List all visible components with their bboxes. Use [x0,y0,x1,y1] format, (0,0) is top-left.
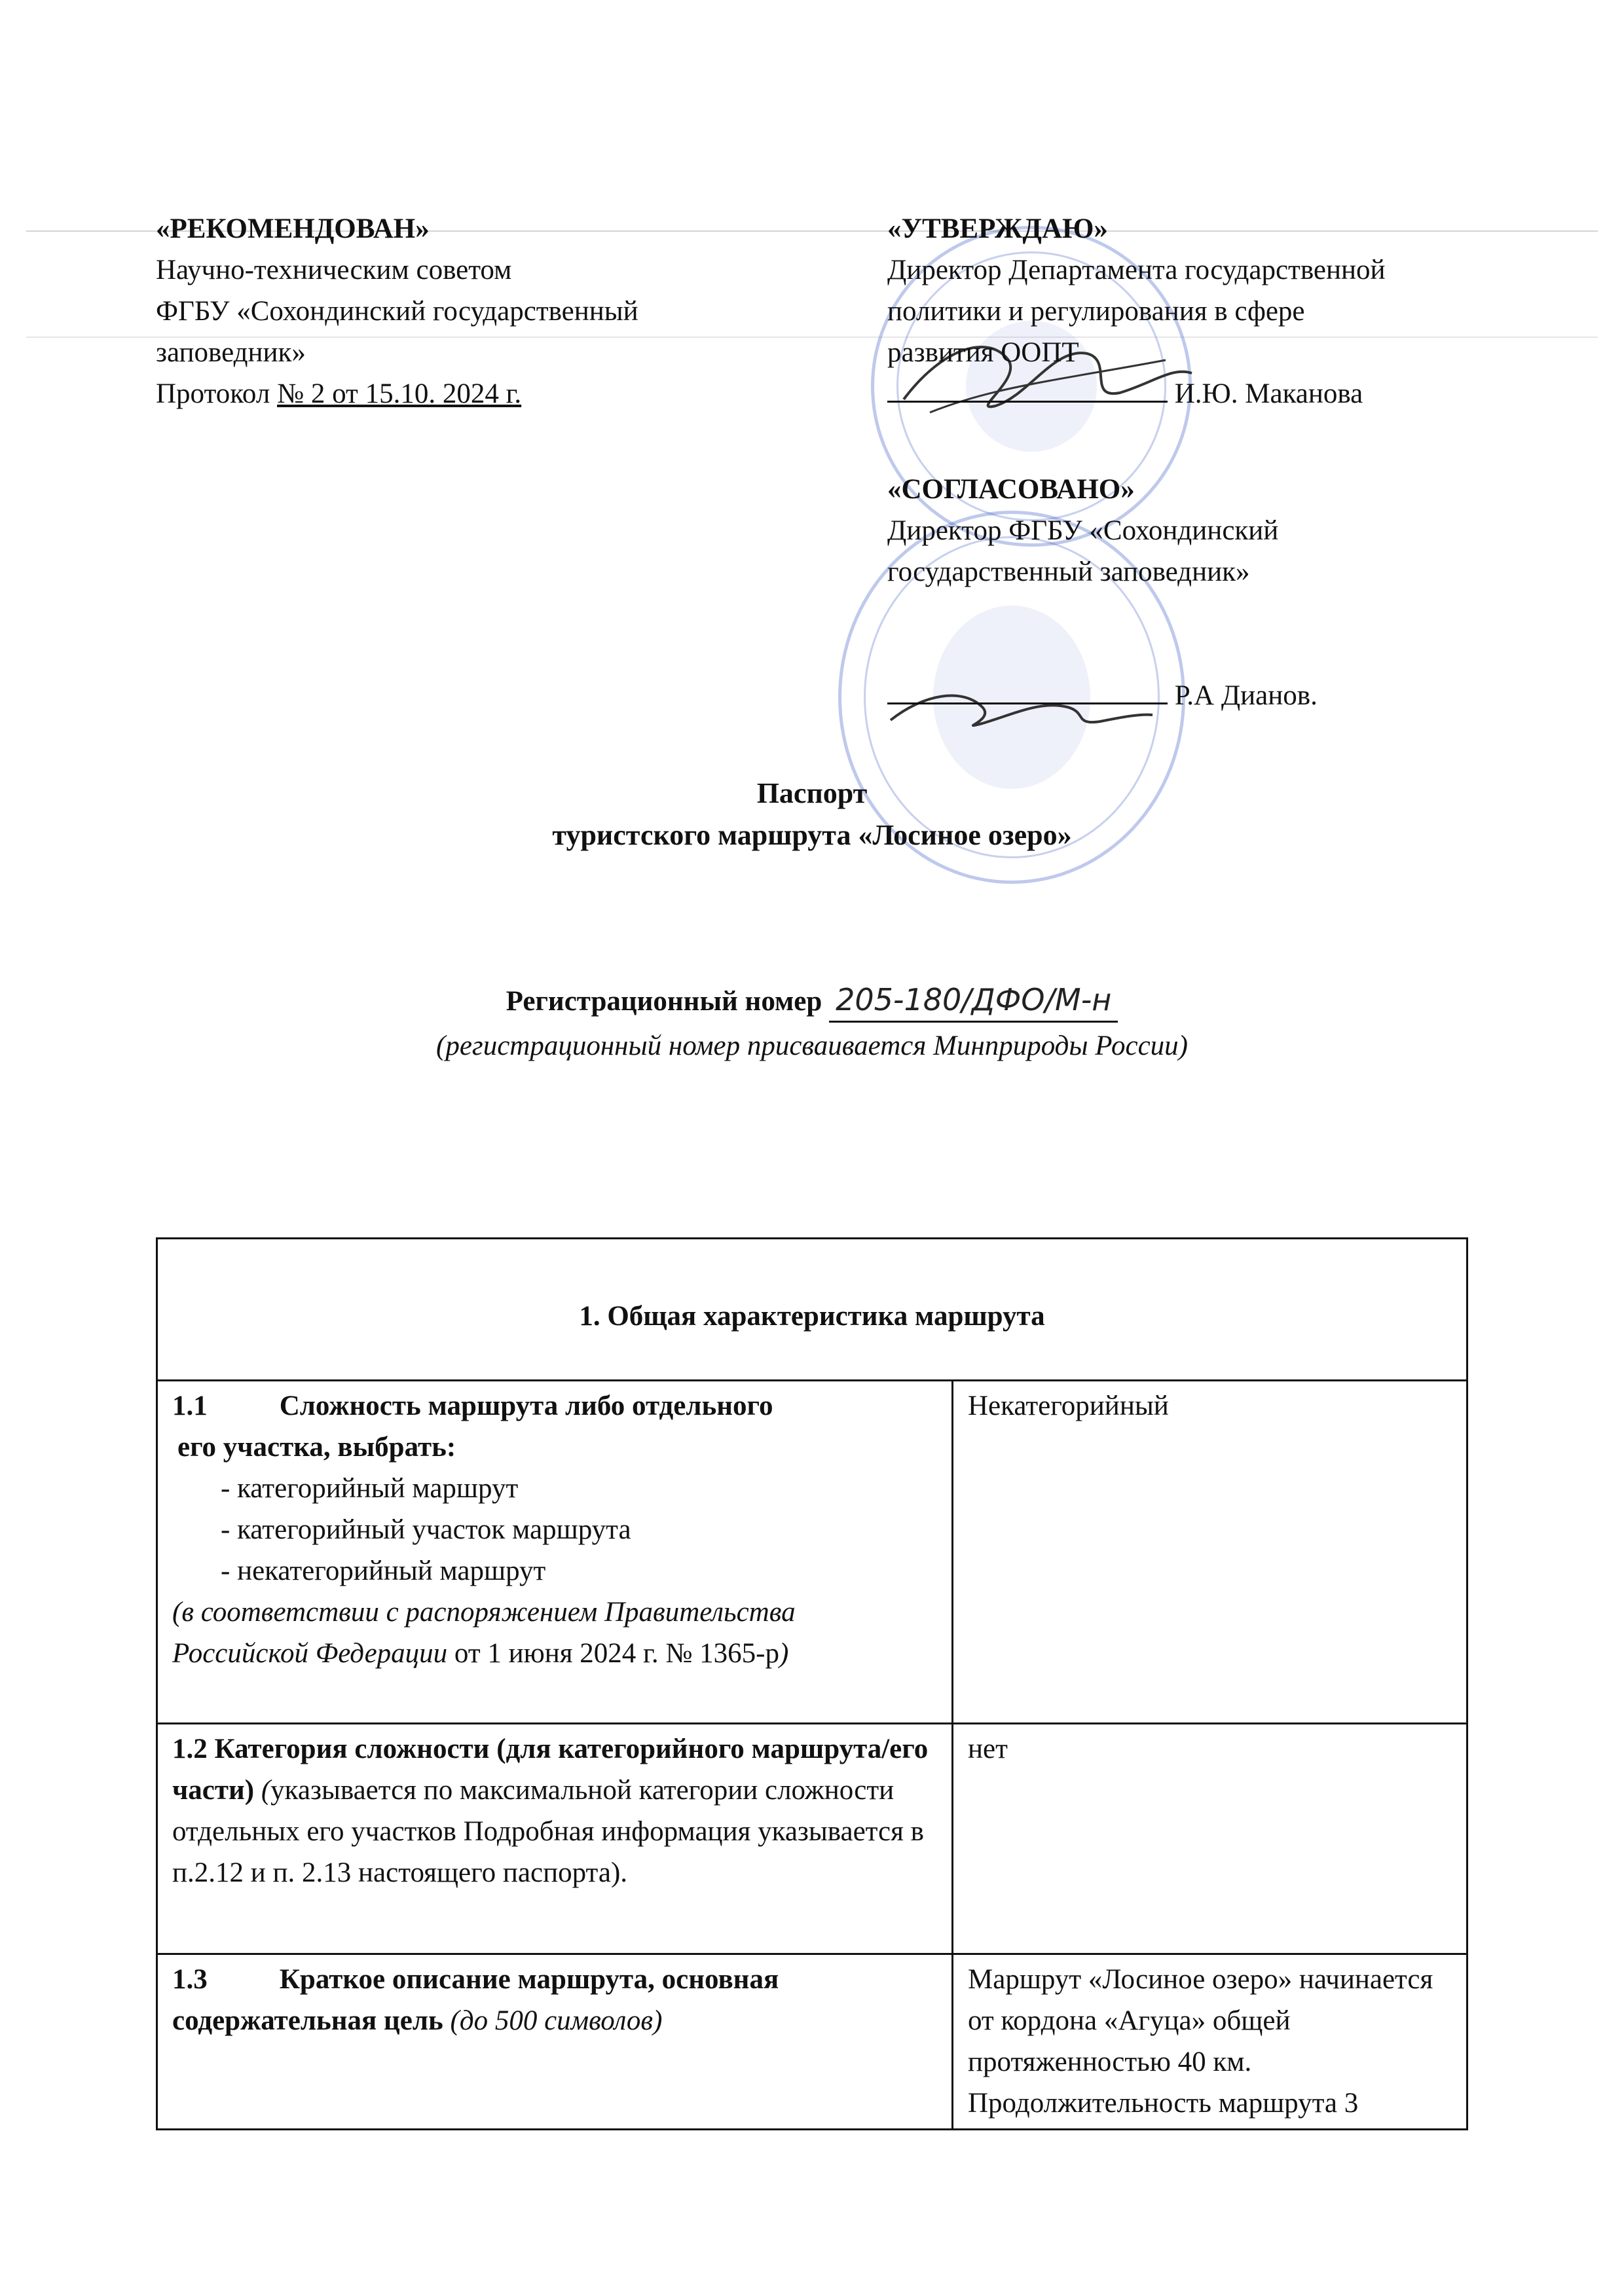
registration-label: Регистрационный номер [506,986,830,1017]
recommended-line: Научно-техническим советом [156,255,512,285]
agree-line: государственный заповедник» [887,556,1250,587]
table-row [157,1954,1467,2130]
approve-block [887,208,1575,414]
table-row [157,1381,1467,1724]
registration-note: (регистрационный номер присваивается Минприроды России) [436,1030,1188,1061]
protocol-number: № 2 от 15.10. 2024 г. [277,378,522,409]
value-line: Маршрут «Лосиное озеро» начинается [968,1964,1433,1995]
registration-number: 205-180/ДФО/М-н [829,979,1118,1023]
agree-signature-line [887,675,1575,716]
row-title: Краткое описание маршрута, основная содержательная цель [172,1964,779,2036]
row-1-1-label [157,1381,953,1724]
approve-line: Директор Департамента государственной [887,255,1386,285]
agree-signer: Р.А Дианов. [1174,680,1318,711]
approve-signer: И.Ю. Маканова [1174,378,1363,409]
row-number: 1.2 [172,1734,208,1764]
agree-line: Директор ФГБУ «Сохондинский [887,515,1279,546]
option-item: - некатегорийный маршрут [221,1556,546,1586]
recommended-heading: «РЕКОМЕНДОВАН» [156,213,430,244]
protocol-prefix: Протокол [156,378,278,409]
approve-signature-line [887,373,1575,414]
row-1-3-value [953,1954,1467,2130]
registration-line [0,979,1624,1023]
row-title-cont: его участка, выбрать: [177,1432,456,1463]
section-title: 1. Общая характеристика маршрута [157,1239,1467,1381]
recommended-block [156,208,876,414]
approve-line: развития ООПТ [887,337,1079,368]
document-subtitle: туристского маршрута «Лосиное озеро» [552,819,1072,851]
agree-heading: «СОГЛАСОВАНО» [887,474,1135,505]
agree-block [887,469,1575,716]
document-title: Паспорт [756,777,868,809]
row-1-3-label [157,1954,953,2130]
row-title: Категория сложности (для категорийного маршрута/его части) [172,1734,929,1806]
option-item: - категорийный участок маршрута [221,1514,631,1545]
row-1-2-label: 1.2 Категория сложности (для категорийного маршрута/его части) (указывается по максимальной категории сложности отдельных его участков Подробная информация указывается в п.2.12 и п. 2.13 настоящего паспорта). [157,1724,953,1954]
value-line: Продолжительность маршрута 3 [968,2088,1359,2119]
table-row [157,1724,1467,1954]
approve-heading: «УТВЕРЖДАЮ» [887,213,1108,244]
row-1-1-value: Некатегорийный [953,1381,1467,1724]
row-note: (до 500 символов) [443,2005,663,2036]
table-header-row [157,1239,1467,1381]
row-1-2-value: нет [953,1724,1467,1954]
value-line: протяженностью 40 км. [968,2047,1252,2077]
row-number: 1.1 [172,1391,208,1421]
row-note: (в соответствии с распоряжением Правительства Российской Федерации от 1 июня 2024 г. № 1365-р) [172,1597,796,1669]
recommended-line: заповедник» [156,337,306,368]
option-item: - категорийный маршрут [221,1473,519,1504]
protocol-line [156,373,876,414]
approve-line: политики и регулирования в сфере [887,296,1305,327]
row-title: Сложность маршрута либо отдельного [279,1391,773,1421]
route-characteristics-table [156,1237,1468,2130]
row-number: 1.3 [172,1964,208,1995]
value-line: от кордона «Агуца» общей [968,2005,1291,2036]
row-description: указывается по максимальной категории сложности отдельных его участков Подробная информация указывается в п.2.12 и п. 2.13 настоящего паспорта). [172,1775,924,1888]
recommended-line: ФГБУ «Сохондинский государственный [156,296,638,327]
